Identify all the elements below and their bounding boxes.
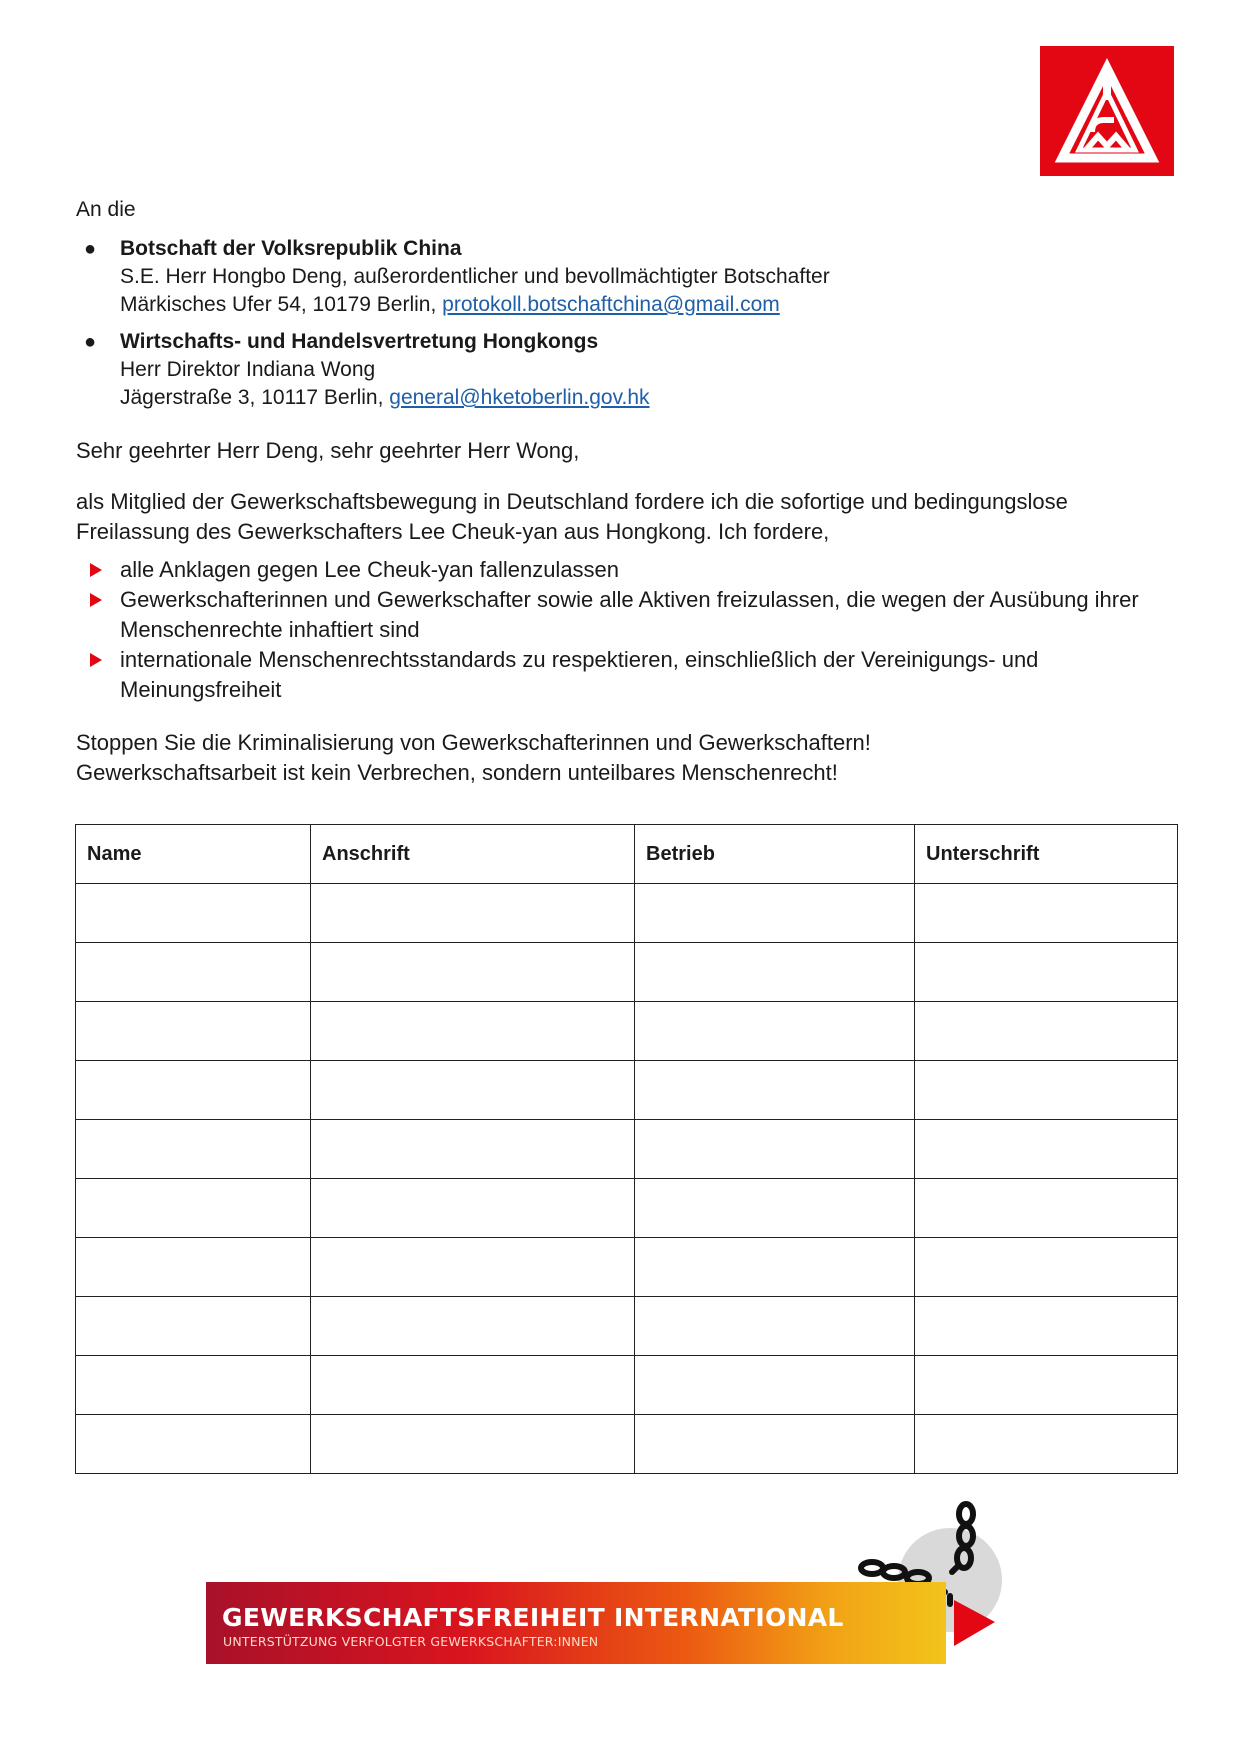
signature-cell[interactable] (915, 1415, 1178, 1474)
arrow-bullet-icon (90, 653, 102, 667)
demand-text: internationale Menschenrechtsstandards zu respektieren, einschließlich der Vereinigungs- und Meinungsfreiheit (120, 647, 1039, 702)
signature-cell[interactable] (76, 1356, 311, 1415)
banner-title: GEWERKSCHAFTSFREIHEIT INTERNATIONAL (222, 1603, 844, 1632)
signature-cell[interactable] (311, 1356, 635, 1415)
signature-table (75, 824, 1178, 1474)
list-item (76, 645, 1176, 705)
signature-cell[interactable] (915, 1297, 1178, 1356)
signature-cell[interactable] (311, 1415, 635, 1474)
signature-rows (76, 884, 1178, 1474)
recipient-person: Herr Direktor Indiana Wong (120, 358, 376, 381)
signature-cell[interactable] (635, 943, 915, 1002)
table-row (76, 1297, 1178, 1356)
campaign-banner (206, 1582, 946, 1664)
signature-cell[interactable] (76, 943, 311, 1002)
signature-cell[interactable] (915, 1356, 1178, 1415)
closing-line-1: Stoppen Sie die Kriminalisierung von Gewerkschafterinnen und Gewerkschaftern! (76, 730, 871, 755)
signature-cell[interactable] (76, 1238, 311, 1297)
table-header-row (76, 825, 1178, 884)
signature-cell[interactable] (311, 1120, 635, 1179)
signature-cell[interactable] (635, 1415, 915, 1474)
intro-paragraph: als Mitglied der Gewerkschaftsbewegung in Deutschland fordere ich die sofortige und bedingungslose Freilassung des Gewerkschafters Lee Cheuk-yan aus Hongkong. Ich fordere, (76, 489, 1068, 544)
signature-cell[interactable] (635, 884, 915, 943)
bullet-icon: ● (84, 331, 97, 353)
table-row (76, 884, 1178, 943)
signature-cell[interactable] (635, 1238, 915, 1297)
signature-cell[interactable] (311, 1179, 635, 1238)
list-item (76, 555, 1176, 585)
list-item (76, 585, 1176, 645)
table-row (76, 1002, 1178, 1061)
email-link[interactable]: general@hketoberlin.gov.hk (389, 386, 650, 409)
signature-cell[interactable] (76, 1120, 311, 1179)
table-row (76, 1061, 1178, 1120)
recipient-address: Märkisches Ufer 54, 10179 Berlin, (120, 293, 443, 316)
table-row (76, 1179, 1178, 1238)
table-row (76, 1120, 1178, 1179)
table-row (76, 1356, 1178, 1415)
demand-text: alle Anklagen gegen Lee Cheuk-yan fallenzulassen (120, 557, 620, 582)
arrow-bullet-icon (90, 563, 102, 577)
signature-cell[interactable] (76, 1415, 311, 1474)
signature-cell[interactable] (76, 1297, 311, 1356)
signature-cell[interactable] (915, 1002, 1178, 1061)
igm-logo-icon (1040, 46, 1174, 176)
recipient-address: Jägerstraße 3, 10117 Berlin, (120, 386, 390, 409)
closing-line-2: Gewerkschaftsarbeit ist kein Verbrechen, sondern unteilbares Menschenrecht! (76, 760, 838, 785)
arrow-bullet-icon (90, 593, 102, 607)
demand-text: Gewerkschafterinnen und Gewerkschafter sowie alle Aktiven freizulassen, die wegen der Ausübung ihrer Menschenrechte inhaftiert sind (120, 587, 1139, 642)
signature-cell[interactable] (635, 1061, 915, 1120)
recipient-name: Wirtschafts- und Handelsvertretung Hongkongs (120, 330, 599, 353)
table-row (76, 1238, 1178, 1297)
column-header-company: Betrieb (635, 825, 915, 884)
column-header-address: Anschrift (311, 825, 635, 884)
recipient-person: S.E. Herr Hongbo Deng, außerordentlicher und bevollmächtigter Botschafter (120, 265, 830, 288)
signature-cell[interactable] (635, 1120, 915, 1179)
recipient-name: Botschaft der Volksrepublik China (120, 237, 462, 260)
signature-cell[interactable] (311, 1061, 635, 1120)
signature-cell[interactable] (311, 1002, 635, 1061)
signature-cell[interactable] (311, 1238, 635, 1297)
email-link[interactable]: protokoll.botschaftchina@gmail.com (442, 293, 780, 316)
signature-cell[interactable] (76, 884, 311, 943)
signature-cell[interactable] (915, 1238, 1178, 1297)
greeting: Sehr geehrter Herr Deng, sehr geehrter Herr Wong, (76, 438, 580, 463)
signature-cell[interactable] (635, 1356, 915, 1415)
recipient-label: An die (76, 198, 136, 221)
igm-logo (1040, 46, 1174, 176)
signature-cell[interactable] (311, 1297, 635, 1356)
signature-cell[interactable] (915, 1061, 1178, 1120)
banner-subtitle: UNTERSTÜTZUNG VERFOLGTER GEWERKSCHAFTER:INNEN (223, 1634, 599, 1649)
signature-cell[interactable] (311, 884, 635, 943)
signature-cell[interactable] (915, 1179, 1178, 1238)
demand-list (76, 555, 1176, 705)
signature-cell[interactable] (76, 1002, 311, 1061)
signature-cell[interactable] (915, 884, 1178, 943)
bullet-icon: ● (84, 238, 97, 260)
signature-cell[interactable] (76, 1179, 311, 1238)
column-header-name: Name (76, 825, 311, 884)
signature-cell[interactable] (76, 1061, 311, 1120)
signature-cell[interactable] (635, 1002, 915, 1061)
table-row (76, 1415, 1178, 1474)
table-row (76, 943, 1178, 1002)
signature-cell[interactable] (635, 1297, 915, 1356)
signature-cell[interactable] (915, 943, 1178, 1002)
column-header-signature: Unterschrift (915, 825, 1178, 884)
signature-cell[interactable] (915, 1120, 1178, 1179)
signature-cell[interactable] (311, 943, 635, 1002)
signature-cell[interactable] (635, 1179, 915, 1238)
